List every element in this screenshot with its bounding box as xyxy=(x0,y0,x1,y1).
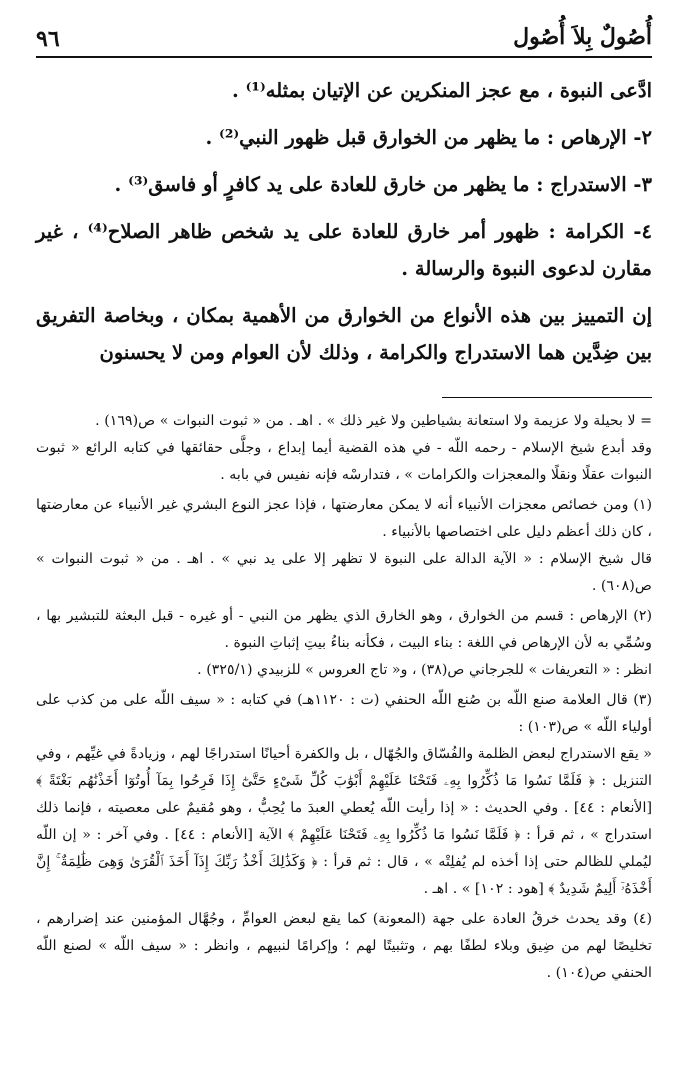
book-title: أُصُولٌ بِلاَ أُصُول xyxy=(513,24,652,50)
footnote-3-quote: « يقع الاستدراج لبعض الظلمة والفُسّاق والجُهّال ، بل والكفرة أحيانًا استدراجًا لهم ، وزيادةً في غيِّهم ، وفي التنزيل : ﴿ فَلَمَّا نَسُوا مَا ذُكِّرُوا بِهِۦ فَتَحْنَا عَلَيْهِمْ أَبْوَٰبَ كُلِّ شَىْءٍ حَتَّىٰٓ إِذَا فَرِحُوا بِمَآ أُوتُوٓا أَخَذْنَٰهُم بَغْتَةً ﴾ [الأنعام : ٤٤] . وفي الحديث : « إذا رأيت اللّه يُعطي العبدَ ما يُحِبُّ ، وهو مُقيمٌ على معصيته ، فإنما ذلك استدراج » ، ثم قرأ : ﴿ فَلَمَّا نَسُوا مَا ذُكِّرُوا بِهِۦ فَتَحْنَا عَلَيْهِمْ ﴾ الآية [الأنعام : ٤٤] . وفي آخر : « إن اللّه ليُملي للظالم حتى إذا أخذه لم يُفلِتْه » ، قال : ثم قرأ : ﴿ وَكَذَٰلِكَ أَخْذُ رَبِّكَ إِذَآ أَخَذَ ٱلْقُرَىٰ وَهِىَ ظَٰلِمَةٌ ۚ إِنَّ أَخْذَهُۥٓ أَلِيمٌ شَدِيدٌ ﴾ [هود : ١٠٢] » . اهـ . xyxy=(36,746,652,897)
main-text xyxy=(36,72,652,371)
footnote-2-source: انظر : « التعريفات » للجرجاني ص(٣٨) ، و« تاج العروس » للزبيدي (٣٢٥/١) . xyxy=(197,662,652,678)
paragraph-2: ٢- الإرهاص : ما يظهر من الخوارق قبل ظهور النبي⁽²⁾ . xyxy=(205,126,652,149)
footnote-4: (٤) وقد يحدث خرقُ العادة على جهة (المعونة) كما يقع لبعض العوامِّ ، وجُهَّال المؤمنين عند إضرارهم ، تخليصًا لهم من ضِيق وبلاء لطفًا بهم ، وتثبيتًا لهم ؛ وإكرامًا لنبيهم ، وانظر : « سيف اللّه » لصنع اللّه الحنفي ص(١٠٤) . xyxy=(36,911,652,981)
footnote-divider xyxy=(442,397,652,398)
page-number: ٩٦ xyxy=(36,26,60,52)
footnote-1: (١) ومن خصائص معجزات الأنبياء أنه لا يمكن معارضتها ، فإذا عجز النوع البشري غير الأنبياء عن معارضتها ، كان ذلك أعظم دليل على اختصاصها بالأنبياء . xyxy=(36,497,652,540)
paragraph-3: ٣- الاستدراج : ما يظهر من خارق للعادة على يد كافرٍ أو فاسق⁽³⁾ . xyxy=(114,173,652,196)
footnote-continued-2: وقد أبدع شيخ الإسلام - رحمه اللّه - في هذه القضية أيما إبداع ، وجلَّى حقائقها في كتابه الرائع « ثبوت النبوات عقلًا ونقلًا والمعجزات والكرامات » ، فتدارسْه فإنه نفيس في بابه . xyxy=(36,440,652,483)
footnotes xyxy=(36,408,652,987)
footnote-2: (٢) الإرهاص : قسم من الخوارق ، وهو الخارق الذي يظهر من النبي - أو غيره - قبل البعثة للتبشير بها ، وسُمِّي به لأن الإرهاص في اللغة : بناء البيت ، فكأنه بناءُ بيتِ إثباتِ النبوة . xyxy=(36,608,652,651)
paragraph-4: ٤- الكرامة : ظهور أمر خارق للعادة على يد شخص ظاهر الصلاح⁽⁴⁾ ، غير مقارن لدعوى النبوة والرسالة . xyxy=(36,220,652,280)
footnote-3: (٣) قال العلامة صنع اللّه بن صُنع اللّه الحنفي (ت : ١١٢٠هـ) في كتابه : « سيف اللّه على من كذب على أولياء اللّه » ص(١٠٣) : xyxy=(36,692,652,735)
footnote-continued-1: = لا بحيلة ولا عزيمة ولا استعانة بشياطين ولا غير ذلك » . اهـ . من « ثبوت النبوات » ص(١٦٩) . xyxy=(95,413,652,429)
paragraph-5: إن التمييز بين هذه الأنواع من الخوارق من الأهمية بمكان ، وبخاصة التفريق بين ضِدَّين هما الاستدراج والكرامة ، وذلك لأن العوام ومن لا يحسنون xyxy=(36,304,652,364)
book-page xyxy=(36,22,652,1052)
running-header xyxy=(36,22,652,58)
footnote-1-quote: قال شيخ الإسلام : « الآية الدالة على النبوة لا تظهر إلا على يد نبي » . اهـ . من « ثبوت النبوات » ص(٦٠٨) . xyxy=(36,551,652,594)
paragraph-1: ادَّعى النبوة ، مع عجز المنكرين عن الإتيان بمثله⁽¹⁾ . xyxy=(232,79,652,102)
